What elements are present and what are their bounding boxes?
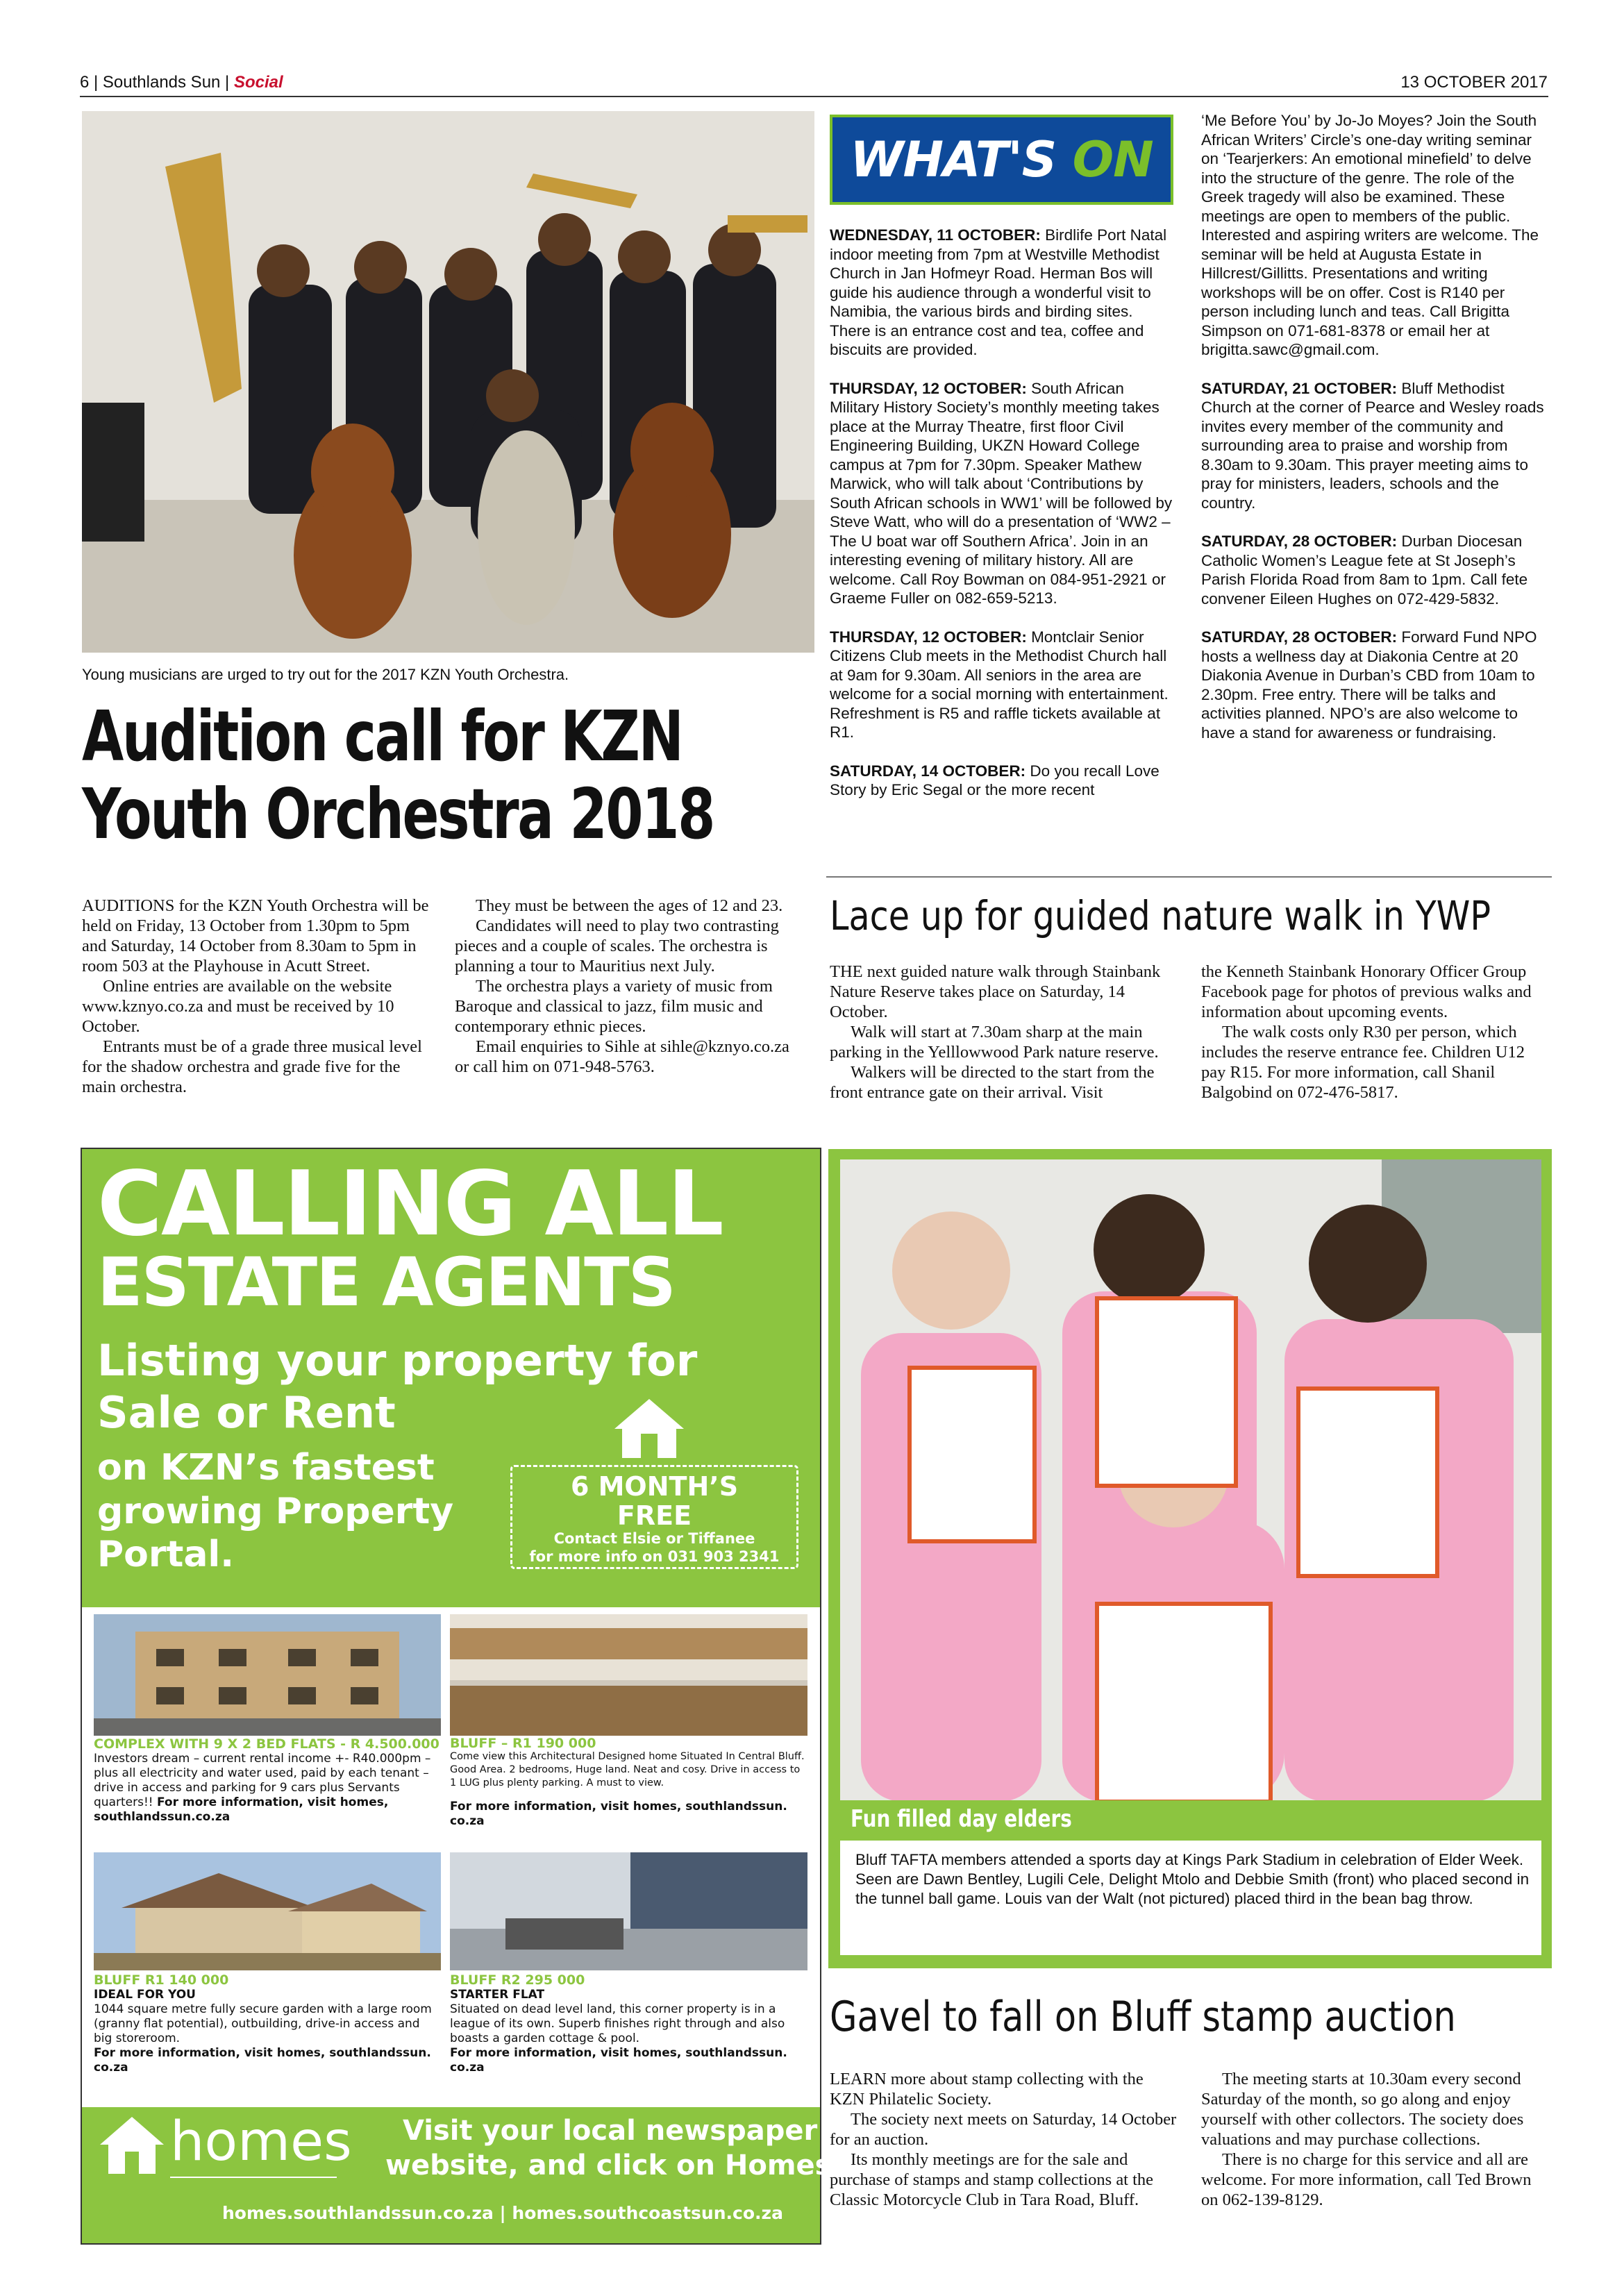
listing-complex[interactable] [94,1737,441,1825]
event-date: THURSDAY, 12 OCTOBER: [830,628,1027,646]
listing-bluff-1140[interactable] [94,1973,441,2075]
stamp-auction-col1 [830,2069,1180,2210]
ad-subhead-3: on KZN’s fastest [97,1447,435,1489]
elders-photo-illustration [840,1159,1541,1802]
whats-on-col1 [830,226,1173,819]
ad-offer-box[interactable] [510,1465,798,1569]
listing-bluff-2295[interactable] [450,1973,807,2075]
event-text: South African Military History Society’s monthly meeting takes place at the Murray Theatre, first floor Civil Engineering Building, UKZN Howard College campus at 7pm for 7.30pm. Speaker Mathew Marwick, who will talk about ‘Contributions by South African schools in WW1’ will be followed by Steve Watt, who will do a presentation of ‘WW2 – The U boat war off Southern Africa’. Join in an interesting evening of military history. All are welcome. Call Roy Bowman on 084-951-2921 or Graeme Fuller on 082-659-5213. [830,379,1173,607]
event-text: Montclair Senior Citizens Club meets in the Methodist Church hall at 9am for 9.30am. All seniors in the area are welcome for a social morning with entertainment. Refreshment is R5 and raffle tickets available at R1. [830,628,1169,741]
elders-strip-title: Fun filled day elders [851,1805,1072,1833]
listing-photo-house[interactable] [94,1852,441,1970]
paragraph: Entrants must be of a grade three musical level for the shadow orchestra and grade five for the main orchestra. [82,1037,422,1096]
listing-description: Come view this Architectural Designed home Situated In Central Bluff. Good Area. 2 bedrooms, Huge land. Neat and cosy. Drive in access to 1 LUG plus plenty parking. A must to view. [450,1751,805,1788]
paragraph: Walk will start at 7.30am sharp at the main parking in the Yelllowwood Park nature reserve. [830,1023,1159,1062]
event-text: Durban Diocesan Catholic Women’s League fete at St Joseph’s Parish Florida Road from 8am to 1pm. Call fete convener Eileen Hughes on 072-429-5832. [1201,533,1528,607]
event-date: THURSDAY, 12 OCTOBER: [830,379,1027,397]
paragraph: Walkers will be directed to the start from the front entrance gate on their arrival. Visit [830,1063,1155,1102]
paragraph: Candidates will need to play two contrasting pieces and a couple of scales. The orchestra is planning a tour to Mauritius next July. [455,916,779,975]
homes-house-icon [97,2114,167,2177]
paragraph: the Kenneth Stainbank Honorary Officer Group Facebook page for photos of previous walks and information about upcoming events. [1201,962,1532,1021]
paragraph: There is no charge for this service and all are welcome. For more information, call Ted Brown on 062-139-8129. [1201,2150,1532,2209]
patio-photo-illustration [450,1852,807,1970]
event-date: SATURDAY, 28 OCTOBER: [1201,628,1398,646]
whats-on-logo [830,115,1173,205]
homes-logo-underline [170,2177,337,2178]
orchestra-photo-caption: Young musicians are urged to try out for the 2017 KZN Youth Orchestra. [82,666,569,683]
orchestra-body-col1 [82,896,436,1097]
event-text: Do you recall Love Story by Eric Segal or the more recent [830,762,1160,798]
paragraph: LEARN more about stamp collecting with the KZN Philatelic Society. [830,2070,1144,2109]
paragraph: The meeting starts at 10.30am every second Saturday of the month, so go along and enjoy yourself with other collectors. The society does valuations and may purchase collections. [1201,2070,1524,2149]
nature-walk-headline: Lace up for guided nature walk in YWP [830,892,1491,939]
page-info: 6 | Southlands Sun | [80,73,234,92]
listing-description: Investors dream – current rental income +- R40.000pm – plus all electricity and water used, paid by each tenant – drive in access and parking for 9 cars plus Servants quarters!! For more information, visit homes, southlandssun.co.za [94,1752,431,1824]
stamp-auction-headline: Gavel to fall on Bluff stamp auction [830,1993,1456,2041]
nature-walk-col2 [1201,962,1552,1103]
listing-photo-kitchen[interactable] [450,1614,807,1736]
listing-photo-complex[interactable] [94,1614,441,1736]
paragraph: The society next meets on Saturday, 14 October for an auction. [830,2110,1177,2149]
listing-title: BLUFF – R1 190 000 [450,1736,596,1751]
ad-offer-months: 6 MONTH’S [570,1471,739,1502]
listing-more-info: For more information, visit homes, southlandssun. co.za [94,2046,431,2075]
event-date: SATURDAY, 14 OCTOBER: [830,762,1026,780]
listing-subtitle: IDEAL FOR YOU [94,1988,196,2002]
page-date: 13 OCTOBER 2017 [1400,73,1548,92]
paragraph: Email enquiries to Sihle at sihle@kznyo.co.za or call him on 071-948-5763. [455,1037,789,1076]
ad-subhead-1: Listing your property for [97,1335,698,1386]
section-name: Social [233,73,283,92]
ad-headline-1: CALLING ALL [97,1153,723,1256]
event-date: SATURDAY, 21 OCTOBER: [1201,379,1398,397]
paragraph: THE next guided nature walk through Stainbank Nature Reserve takes place on Saturday, 14 October. [830,962,1161,1021]
homes-logo: homes [170,2111,352,2173]
event-item [830,762,1173,800]
paragraph: Its monthly meetings are for the sale and purchase of stamps and stamp collections at the Classic Motorcycle Club in Tara Road, Bluff. [830,2150,1154,2209]
stamp-auction-col2 [1201,2069,1552,2210]
orchestra-body-col2 [455,896,805,1077]
listing-title: BLUFF R1 140 000 [94,1972,229,1988]
ad-subhead-4: growing Property [97,1491,454,1532]
nature-walk-col1 [830,962,1180,1103]
page-folio [80,73,283,92]
paragraph: The walk costs only R30 per person, which includes the reserve entrance fee. Children U12 pay R15. For more information, call Shanil Balgobind on 072-476-5817. [1201,1023,1525,1102]
event-text: ‘Me Before You’ by Jo-Jo Moyes? Join the South African Writers’ Circle’s one-day writing seminar on ‘Tearjerkers: An emotional minefield’ to delve into the structure of the genre. The role of the Greek tragedy will also be examined. These meetings are open to members of the public. Interested and aspiring writers are welcome. The seminar will be held at Augusta Estate in Hillcrest/Gillitts. Presentations and writing workshops will be on offer. Cost is R140 per person including lunch and teas. Call Brigitta Simpson on 071-681-8378 or email her at brigitta.sawc@gmail.com. [1201,112,1539,358]
elders-photo [840,1159,1541,1802]
listing-subtitle: STARTER FLAT [450,1988,545,2002]
ad-footer-urls[interactable]: homes.southlandssun.co.za | homes.southcoastsun.co.za [222,2203,783,2223]
ad-offer-phone: for more info on 031 903 2341 [529,1548,780,1565]
listing-title: COMPLEX WITH 9 X 2 BED FLATS - R 4.500.000 [94,1736,440,1752]
listing-more-info: For more information, visit homes, southlandssun. co.za [450,1800,787,1828]
event-item [1201,628,1548,742]
header-rule [80,96,1548,97]
event-text: Birdlife Port Natal indoor meeting from 7pm at Westville Methodist Church in Jan Hofmeyr Road. Herman Bos will guide his audience through a wonderful visit to Namibia, the various birds and birding sites. There is an entrance cost and tea, coffee and biscuits are provided. [830,226,1167,358]
orchestra-headline-line1: Audition call for KZN [82,696,683,777]
event-item [830,226,1173,360]
event-item [830,379,1173,608]
paragraph: Online entries are available on the website www.kznyo.co.za and must be received by 10 October. [82,977,394,1036]
event-item [1201,379,1548,513]
kitchen-photo-illustration [450,1614,807,1736]
listing-description: Situated on dead level land, this corner property is in a league of its own. Superb finishes right through and also boasts a garden cottage & pool. [450,2002,785,2045]
ad-subhead-5: Portal. [97,1534,235,1575]
orchestra-photo-illustration [82,111,814,653]
listing-description: 1044 square metre fully secure garden with a large room (granny flat potential), outbuilding, drive-in access and big storeroom. [94,2002,432,2045]
listing-bluff-1190[interactable] [450,1737,807,1829]
event-item [830,628,1173,742]
complex-photo-illustration [94,1614,441,1736]
listing-title: BLUFF R2 295 000 [450,1972,585,1988]
event-text: Bluff Methodist Church at the corner of Pearce and Wesley roads invites every member of the community and surrounding area to praise and worship from 8.30am to 9.30am. This prayer meeting aims to pray for ministers, leaders, schools and the country. [1201,379,1544,512]
ad-offer-free: FREE [617,1500,692,1531]
event-date: WEDNESDAY, 11 OCTOBER: [830,226,1041,244]
whats-on-logo-word1: WHAT'S [850,131,1057,188]
event-date: SATURDAY, 28 OCTOBER: [1201,533,1398,550]
house-icon [611,1396,687,1461]
whats-on-logo-word2: ON [1072,131,1153,188]
paragraph: They must be between the ages of 12 and 23. [476,896,783,915]
ad-footer-line1: Visit your local newspaper [403,2115,818,2147]
listing-photo-patio[interactable] [450,1852,807,1970]
orchestra-photo [82,111,814,653]
elders-caption: Bluff TAFTA members attended a sports day at Kings Park Stadium in celebration of Elder Week. Seen are Dawn Bentley, Lugili Cele, Delight Mtolo and Debbie Smith (front) who placed second in the tunnel ball game. Louis van der Walt (not pictured) placed third in the bean bag throw. [855,1851,1530,1907]
paragraph: The orchestra plays a variety of music from Baroque and classical to jazz, film music and contemporary ethnic pieces. [455,977,773,1036]
ad-footer-line2: website, and click on Homes! [385,2150,844,2181]
ad-subhead-2: Sale or Rent [97,1387,396,1438]
house-photo-illustration [94,1852,441,1970]
listing-more-info: For more information, visit homes, southlandssun.co.za [94,1795,389,1824]
ad-offer-contact: Contact Elsie or Tiffanee [553,1530,755,1547]
ad-headline-2: ESTATE AGENTS [97,1243,675,1321]
event-item [1201,532,1548,608]
event-text: Forward Fund NPO hosts a wellness day at Diakonia Centre at 20 Diakonia Avenue in Durban’s CBD from 10am to 2.30pm. Free entry. There will be talks and activities planned. NPO’s are also welcome to have a stand for awareness or fundraising. [1201,628,1537,741]
event-item [1201,111,1548,360]
orchestra-headline-line2: Youth Orchestra 2018 [82,773,714,855]
section-divider [826,876,1552,878]
orchestra-headline [82,698,797,853]
whats-on-col2 [1201,111,1548,762]
paragraph: AUDITIONS for the KZN Youth Orchestra will be held on Friday, 13 October from 1.30pm to 5pm and Saturday, 14 October from 8.30am to 5pm in room 503 at the Playhouse in Acutt Street. [82,896,429,975]
listing-more-info: For more information, visit homes, southlandssun. co.za [450,2046,787,2075]
